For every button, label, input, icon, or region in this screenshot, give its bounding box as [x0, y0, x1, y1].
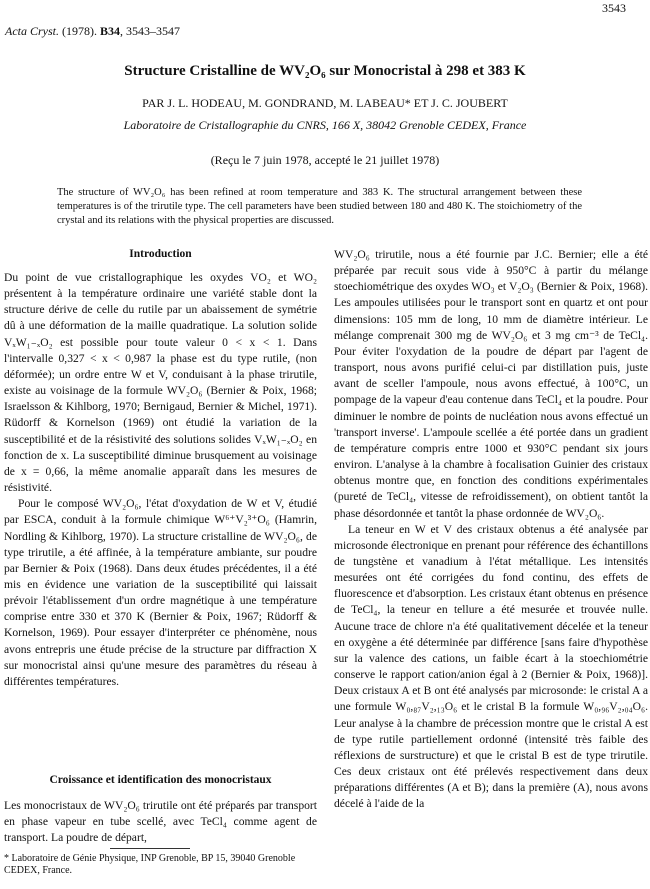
journal-citation [5, 24, 180, 39]
right-paragraph-2: La teneur en W et V des cristaux obtenus a été analysée par microsonde électronique en prenant pour référence des échantillons de tungstène et vanadium à l'état métallique. Les intensités mesurées ont été corrigées du fond continu, des effets de fluorescence et d'absorption. Les cristaux étant obtenus en présence de TeCl₄, la teneur en tellure a été mesurée et trouvée nulle. Aucune trace de chlore n'a été qualitativement décelée et la teneur en oxygène a été déterminée par différence [sans faire d'hypothèse sur la valence des cations, un faible écart à la stoechiométrie conserve le rapport cation/anion égal à 2 (Bernier & Poix, 1968)]. Deux cristaux A et B ont été analysés par microsonde: le cristal A a une formule W₀,₈₇V₂,₁₃O₆ et le cristal B la formule W₀,₉₆V₂,₀₄O₆. Leur analyse à la chambre de précession montre que le cristal A est de type rutile partiellement ordonné (intensité très faible des réflexions de surstructure) et que le cristal B est de type trirutile. Ces deux cristaux ont été prélevés respectivement dans deux préparations différentes (A et B); dans la première (A), nous avons décelé à l'aide de la [334, 522, 648, 811]
article-authors: PAR J. L. HODEAU, M. GONDRAND, M. LABEAU* ET J. C. JOUBERT [142, 96, 508, 110]
journal-pages: , 3543–3547 [120, 24, 181, 38]
growth-paragraph-1: Les monocristaux de WV₂O₆ trirutile ont été préparés par transport en phase vapeur en tube scellé, avec TeCl₄ comme agent de transport. La poudre de départ, [4, 799, 317, 845]
journal-volume: B34 [100, 24, 121, 38]
journal-year: (1978). [59, 24, 100, 38]
page-number: 3543 [602, 1, 626, 15]
left-column-intro [4, 270, 317, 690]
intro-paragraph-1: Du point de vue cristallographique les oxydes VO₂ et WO₂ présentent à la température ordinaire une variété stable dont la structure dérive de celle du rutile par un abaissement de symétrie dû à une déformation de la maille quadratique. La solution solide VₓW₁₋ₓO₂ est possible pour toute valeur 0 < x < 1. Dans l'intervalle 0,327 < x < 0,987 la phase est du type rutile, (non déformée); un ordre entre W et V, conduisant à la phase trirutile, existe au voisinage de la formule WV₂O₆ (Bernier & Poix, 1968; Israelsson & Kihlborg, 1970; Bernigaud, Bernier & Michel, 1971). Rüdorff & Kornelson (1969) ont étudié la variation de la susceptibilité et de la résistivité des solutions solides VₓW₁₋ₓO₂ en fonction de x. La susceptibilité diminue brusquement au voisinage de x = 0,66, la même anomalie apparaît dans les mesures de résistivité. [4, 271, 317, 495]
footnote: * Laboratoire de Génie Physique, INP Grenoble, BP 15, 39040 Grenoble CEDEX, France. [4, 853, 296, 876]
article-affiliation: Laboratoire de Cristallographie du CNRS, 166 X, 38042 Grenoble CEDEX, France [123, 118, 527, 132]
intro-heading: Introduction [129, 248, 192, 260]
journal-name: Acta Cryst. [5, 24, 59, 38]
article-title: Structure Cristalline de WV₂O₆ sur Monocristal à 298 et 383 K [124, 63, 526, 79]
growth-heading: Croissance et identification des monocristaux [49, 774, 272, 786]
right-column [334, 247, 648, 812]
article-received-date: (Reçu le 7 juin 1978, accepté le 21 juillet 1978) [210, 153, 440, 167]
footnote-rule [110, 848, 190, 849]
left-column-growth [4, 798, 317, 846]
intro-paragraph-2: Pour le composé WV₂O₆, l'état d'oxydation de W et V, étudié par ESCA, conduit à la formule chimique W⁶⁺V₂³⁺O₆ (Hamrin, Nordling & Kihlborg, 1970). La structure cristalline de WV₂O₆, de type trirutile, a été affinée, à la température ambiante, sur poudre par Bernier & Poix (1968). Dans deux études précédentes, il a été mis en évidence une variation de la susceptibilité qui laissait prévoir l'établissement d'un ordre magnétique à une température comprise entre 330 et 370 K (Bernier & Poix, 1967; Rüdorff & Kornelson, 1969). Pour essayer d'interpréter ce phénomène, nous avons entrepris une étude précise de la structure par diffraction X sur monocristal ainsi qu'une mesure des paramètres du réseau à différentes températures. [4, 497, 317, 688]
abstract: The structure of WV₂O₆ has been refined at room temperature and 383 K. The structural arrangement between these temperatures is of the trirutile type. The cell parameters have been studied between 180 and 480 K. The stoichiometry of the crystal and its relations with the physical properties are discussed. [57, 187, 582, 226]
right-paragraph-1: WV₂O₆ trirutile, nous a été fournie par J.C. Bernier; elle a été préparée par recuit sous vide à 950°C à partir du mélange stoechiométrique des oxydes WO₃ et V₂O₃ (Bernier & Poix, 1968). Les ampoules utilisées pour le transport sont en quartz et ont pour dimensions: 105 mm de long, 10 mm de diamètre intérieur. Le mélange comprenait 300 mg de WV₂O₆ et 3 mg cm⁻³ de TeCl₄. Pour éviter l'oxydation de la poudre de départ par l'agent de transport, nous avons purifié celui-ci par distillation puis, juste avant de sceller l'ampoule, nous avons effectué, à 100°C, un pompage de la vapeur d'eau contenue dans TeCl₄ et la poudre. Pour diminuer le nombre de points de nucléation nous avons effectué un 'transport inverse'. L'ampoule scellée a été portée dans un gradient de température compris entre 1000 et 930°C pendant six jours environ. L'analyse à la chambre à focalisation Guinier des cristaux obtenus montre que, en fonction des conditions expérimentales (pureté de TeCl₄, vitesse de refroidissement), on obtient tantôt la phase désordonnée et tantôt la phase ordonnée de WV₂O₆. [334, 248, 648, 520]
